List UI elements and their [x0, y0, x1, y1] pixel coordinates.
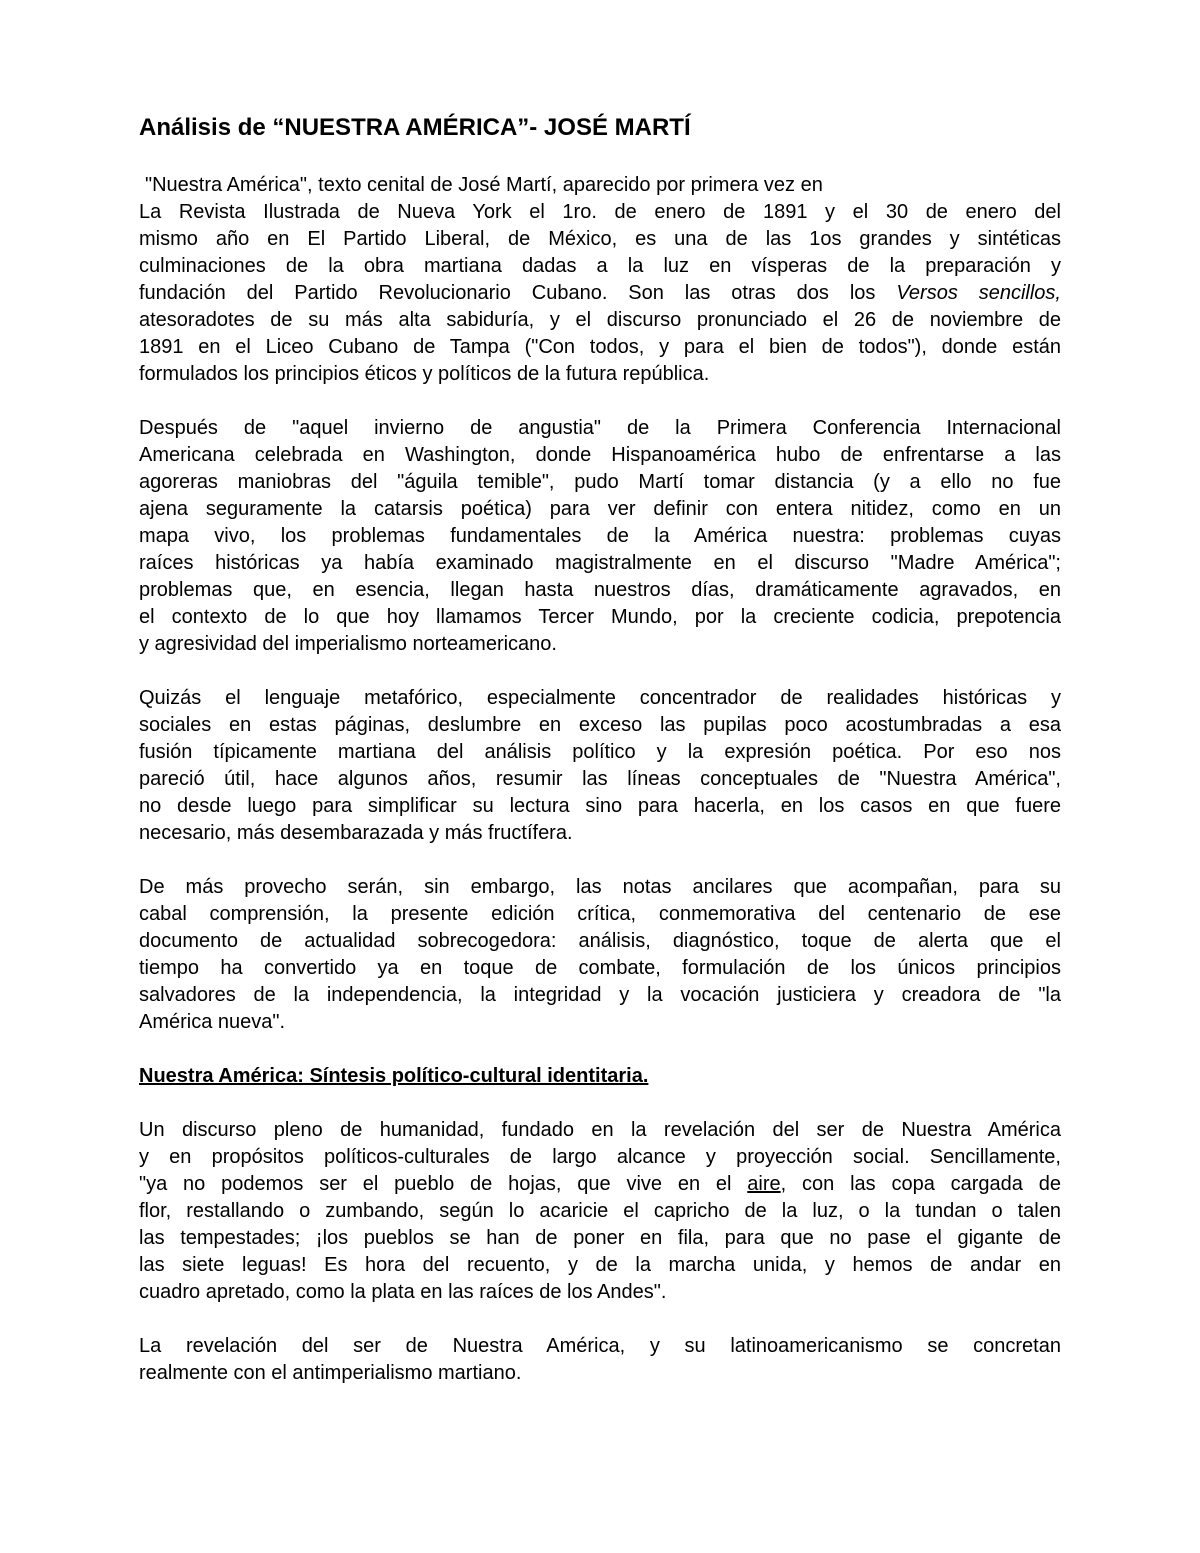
paragraph-line: Quizás el lenguaje metafórico, especialmente concentrador de realidades históricas y: [139, 687, 1061, 709]
paragraph-line: las siete leguas! Es hora del recuento, y de la marcha unida, y hemos de andar en: [139, 1254, 1061, 1276]
paragraph-6: [139, 1333, 1061, 1387]
paragraph-line: La revelación del ser de Nuestra América, y su latinoamericanismo se concretan: [139, 1335, 1061, 1357]
paragraph-line: agoreras maniobras del "águila temible", pudo Martí tomar distancia (y a ello no fue: [139, 471, 1061, 493]
paragraph-line: Un discurso pleno de humanidad, fundado en la revelación del ser de Nuestra América: [139, 1119, 1061, 1141]
underlined-word-aire: aire: [747, 1173, 781, 1195]
book-title-versos-sencillos: Versos sencillos,: [896, 282, 1061, 304]
document-body: [139, 112, 1061, 1387]
paragraph-line: y agresividad del imperialismo norteamericano.: [139, 633, 557, 655]
paragraph-line: atesoradotes de su más alta sabiduría, y el discurso pronunciado el 26 de noviembre de: [139, 309, 1061, 331]
paragraph-line-text: fundación del Partido Revolucionario Cubano. Son las otras dos los: [139, 282, 897, 304]
paragraph-line: [139, 1171, 1061, 1198]
paragraph-line: salvadores de la independencia, la integridad y la vocación justiciera y creadora de "la: [139, 984, 1061, 1006]
paragraph-line-text: "ya no podemos ser el pueblo de hojas, que vive en el: [139, 1173, 748, 1195]
paragraph-line: no desde luego para simplificar su lectura sino para hacerla, en los casos en que fuere: [139, 795, 1061, 817]
paragraph-line: pareció útil, hace algunos años, resumir las líneas conceptuales de "Nuestra América",: [139, 768, 1061, 790]
paragraph-line: Después de "aquel invierno de angustia" de la Primera Conferencia Internacional: [139, 417, 1061, 439]
paragraph-line: problemas que, en esencia, llegan hasta nuestros días, dramáticamente agravados, en: [139, 579, 1061, 601]
paragraph-line: mapa vivo, los problemas fundamentales de la América nuestra: problemas cuyas: [139, 525, 1061, 547]
paragraph-3: [139, 685, 1061, 847]
paragraph-line: las tempestades; ¡los pueblos se han de poner en fila, para que no pase el gigante de: [139, 1227, 1061, 1249]
paragraph-line: realmente con el antimperialismo martiano.: [139, 1362, 522, 1384]
paragraph-line: cuadro apretado, como la plata en las raíces de los Andes".: [139, 1281, 667, 1303]
paragraph-line: De más provecho serán, sin embargo, las notas ancilares que acompañan, para su: [139, 876, 1061, 898]
paragraph-line: documento de actualidad sobrecogedora: análisis, diagnóstico, toque de alerta que el: [139, 930, 1061, 952]
paragraph-line: necesario, más desembarazada y más fructífera.: [139, 822, 573, 844]
paragraph-line: raíces históricas ya había examinado magistralmente en el discurso "Madre América";: [139, 552, 1061, 574]
paragraph-line: el contexto de lo que hoy llamamos Tercer Mundo, por la creciente codicia, prepotencia: [139, 606, 1061, 628]
paragraph-line: culminaciones de la obra martiana dadas a la luz en vísperas de la preparación y: [139, 255, 1061, 277]
page-title: Análisis de “NUESTRA AMÉRICA”- JOSÉ MARTÍ: [139, 114, 691, 141]
paragraph-line: ajena seguramente la catarsis poética) para ver definir con entera nitidez, como en un: [139, 498, 1061, 520]
paragraph-line: 1891 en el Liceo Cubano de Tampa ("Con todos, y para el bien de todos"), donde están: [139, 336, 1061, 358]
paragraph-line: cabal comprensión, la presente edición crítica, conmemorativa del centenario de ese: [139, 903, 1061, 925]
paragraph-line: formulados los principios éticos y políticos de la futura república.: [139, 363, 710, 385]
paragraph-1: [139, 172, 1061, 388]
paragraph-line: [139, 280, 1061, 307]
paragraph-line: flor, restallando o zumbando, según lo acaricie el capricho de la luz, o la tundan o talen: [139, 1200, 1061, 1222]
paragraph-2: [139, 415, 1061, 658]
section-heading: Nuestra América: Síntesis político-cultural identitaria.: [139, 1065, 649, 1087]
paragraph-5: [139, 1117, 1061, 1306]
paragraph-line: "Nuestra América", texto cenital de José Martí, aparecido por primera vez en: [145, 174, 823, 196]
paragraph-line: y en propósitos políticos-culturales de largo alcance y proyección social. Sencillamente,: [139, 1146, 1061, 1168]
paragraph-line-text: , con las copa cargada de: [780, 1173, 1061, 1195]
paragraph-line: fusión típicamente martiana del análisis político y la expresión poética. Por eso nos: [139, 741, 1061, 763]
paragraph-line: La Revista Ilustrada de Nueva York el 1ro. de enero de 1891 y el 30 de enero del: [139, 201, 1061, 223]
paragraph-line: sociales en estas páginas, deslumbre en exceso las pupilas poco acostumbradas a esa: [139, 714, 1061, 736]
paragraph-line: América nueva".: [139, 1011, 286, 1033]
paragraph-line: mismo año en El Partido Liberal, de México, es una de las 1os grandes y sintéticas: [139, 228, 1061, 250]
paragraph-line: Americana celebrada en Washington, donde Hispanoamérica hubo de enfrentarse a las: [139, 444, 1061, 466]
paragraph-line: tiempo ha convertido ya en toque de combate, formulación de los únicos principios: [139, 957, 1061, 979]
paragraph-4: [139, 874, 1061, 1036]
